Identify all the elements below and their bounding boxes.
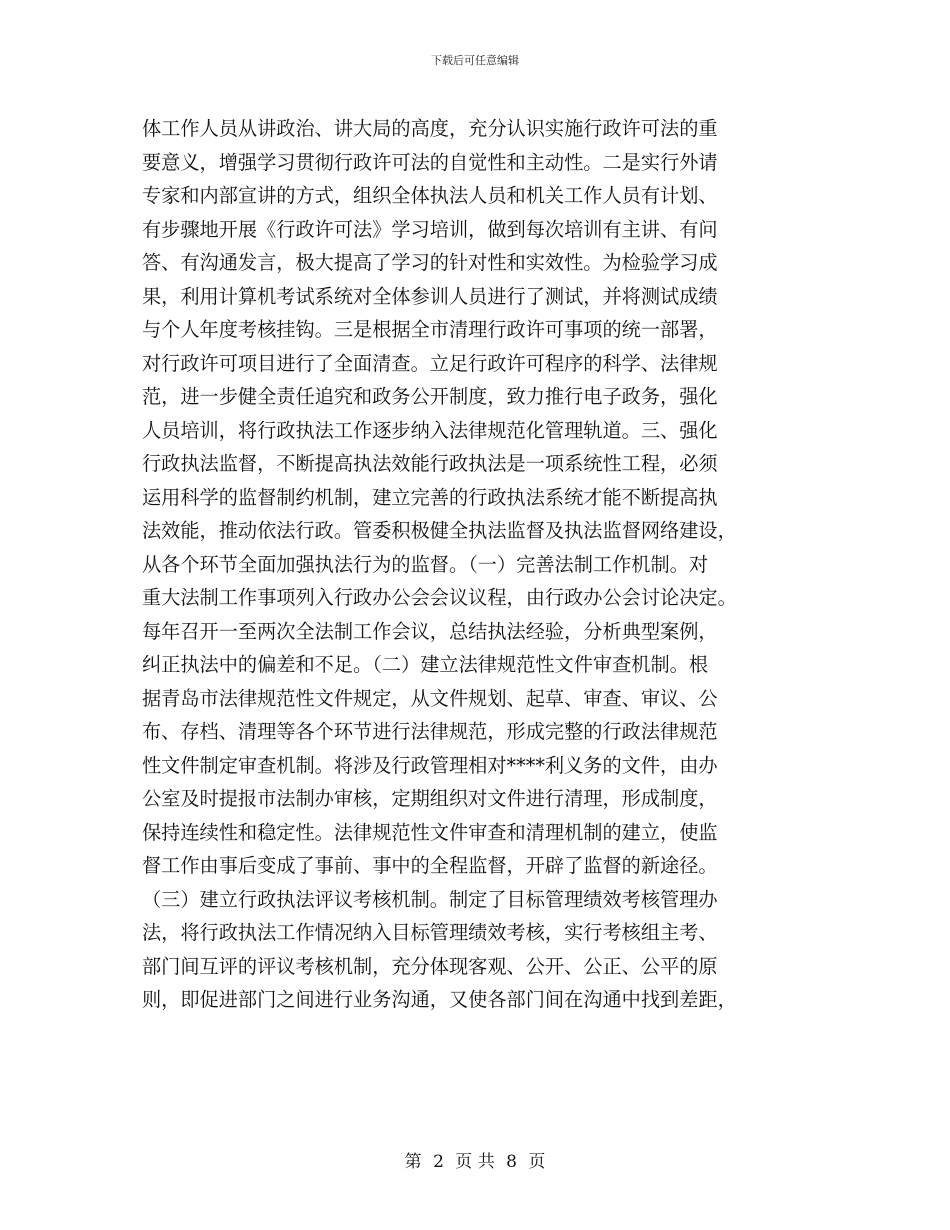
body-line-8: 对行政许可项目进行了全面清查。立足行政许可程序的科学、法律规	[142, 351, 718, 375]
body-line-10: 人员培训，将行政执法工作逐步纳入法律规范化管理轨道。三、强化	[142, 418, 718, 442]
page-header	[0, 52, 950, 68]
body-line-19: 布、存档、清理等各个环节进行法律规范，形成完整的行政法律规范	[142, 720, 718, 743]
body-line-25: 法，将行政执法工作情况纳入目标管理绩效考核，实行考核组主考、	[142, 921, 718, 944]
body-line-12: 运用科学的监督制约机制，建立完善的行政执法系统才能不断提高执	[142, 485, 718, 509]
body-line-4: 有步骤地开展《行政许可法》学习培训，做到每次培训有主讲、有问	[142, 217, 718, 241]
body-line-3: 专家和内部宣讲的方式，组织全体执法人员和机关工作人员有计划、	[142, 184, 718, 207]
body-line-18: 据青岛市法律规范性文件规定，从文件规划、起草、审查、审议、公	[142, 686, 718, 710]
body-line-7: 与个人年度考核挂钩。三是根据全市清理行政许可事项的统一部署，	[142, 318, 718, 341]
body-line-21: 公室及时提报市法制办审核，定期组织对文件进行清理，形成制度，	[142, 787, 718, 810]
body-line-26: 部门间互评的评议考核机制，充分体现客观、公开、公正、公平的原	[142, 954, 718, 978]
body-line-11: 行政执法监督，不断提高执法效能行政执法是一项系统性工程，必须	[142, 452, 718, 475]
body-line-15: 重大法制工作事项列入行政办公会会议议程，由行政办公会讨论决定。	[142, 586, 737, 609]
header-text: 下载后可任意编辑	[431, 54, 519, 67]
document-body	[142, 112, 818, 1017]
footer-prefix: 第	[404, 1152, 422, 1172]
footer-suffix: 页	[528, 1152, 546, 1172]
body-line-1: 体工作人员从讲政治、讲大局的高度，充分认识实施行政许可法的重	[142, 117, 718, 140]
footer-total-pages: 8	[506, 1152, 517, 1172]
body-line-6: 果，利用计算机考试系统对全体参训人员进行了测试，并将测试成绩	[142, 284, 718, 308]
page-footer	[0, 1147, 950, 1172]
body-line-17: 纠正执法中的偏差和不足。（二）建立法律规范性文件审查机制。根	[142, 653, 709, 676]
body-line-2: 要意义，增强学习贯彻行政许可法的自觉性和主动性。二是实行外请	[142, 150, 718, 174]
body-line-20: 性文件制定审查机制。将涉及行政管理相对****利义务的文件，由办	[142, 753, 718, 777]
body-line-14: 从各个环节全面加强执法行为的监督。（一）完善法制工作机制。对	[142, 552, 709, 576]
body-line-5: 答、有沟通发言，极大提高了学习的针对性和实效性。为检验学习成	[142, 251, 718, 274]
footer-middle: 页 共	[455, 1152, 495, 1172]
body-line-9: 范，进一步健全责任追究和政务公开制度，致力推行电子政务，强化	[142, 385, 718, 408]
body-line-27: 则，即促进部门之间进行业务沟通，又使各部门间在沟通中找到差距，	[142, 988, 737, 1011]
body-line-24: （三）建立行政执法评议考核机制。制定了目标管理绩效考核管理办	[142, 887, 718, 911]
footer-page-number: 2	[433, 1152, 444, 1172]
body-line-22: 保持连续性和稳定性。法律规范性文件审查和清理机制的建立，使监	[142, 820, 718, 844]
body-line-13: 法效能，推动依法行政。管委积极健全执法监督及执法监督网络建设，	[142, 519, 737, 542]
body-line-23: 督工作由事后变成了事前、事中的全程监督，开辟了监督的新途径。	[142, 854, 718, 877]
body-line-16: 每年召开一至两次全法制工作会议，总结执法经验，分析典型案例，	[142, 619, 718, 643]
